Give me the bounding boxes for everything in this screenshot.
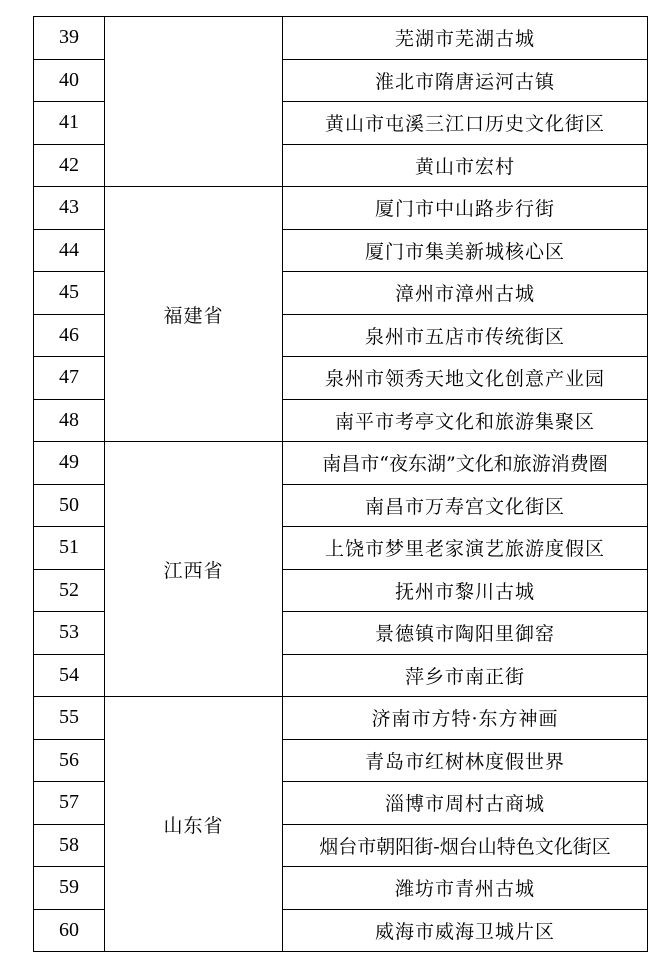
row-number-cell: 39: [34, 17, 105, 60]
row-number-cell: 42: [34, 144, 105, 187]
district-name-cell: 淮北市隋唐运河古镇: [283, 59, 648, 102]
district-name-cell: 漳州市漳州古城: [283, 272, 648, 315]
district-name-cell: 芜湖市芜湖古城: [283, 17, 648, 60]
district-name-cell: 黄山市宏村: [283, 144, 648, 187]
district-name-cell: 潍坊市青州古城: [283, 867, 648, 910]
district-name-cell: 淄博市周村古商城: [283, 782, 648, 825]
row-number-cell: 58: [34, 824, 105, 867]
district-name-cell: 济南市方特·东方神画: [283, 697, 648, 740]
row-number-cell: 51: [34, 527, 105, 570]
table-row: [34, 17, 648, 60]
table-row: [34, 442, 648, 485]
district-name-cell: 厦门市集美新城核心区: [283, 229, 648, 272]
row-number-cell: 59: [34, 867, 105, 910]
row-number-cell: 47: [34, 357, 105, 400]
row-number-cell: 53: [34, 612, 105, 655]
row-number-cell: 40: [34, 59, 105, 102]
province-cell: 福建省: [105, 187, 283, 442]
district-name-cell: 泉州市领秀天地文化创意产业园: [283, 357, 648, 400]
row-number-cell: 60: [34, 909, 105, 952]
row-number-cell: 41: [34, 102, 105, 145]
district-name-cell: 南昌市“夜东湖”文化和旅游消费圈: [283, 442, 648, 485]
district-name-cell: 景德镇市陶阳里御窑: [283, 612, 648, 655]
row-number-cell: 43: [34, 187, 105, 230]
row-number-cell: 50: [34, 484, 105, 527]
row-number-cell: 45: [34, 272, 105, 315]
row-number-cell: 56: [34, 739, 105, 782]
district-name-cell: 萍乡市南正街: [283, 654, 648, 697]
district-name-cell: 黄山市屯溪三江口历史文化街区: [283, 102, 648, 145]
listing-table: [33, 16, 648, 952]
district-name-cell: 南平市考亭文化和旅游集聚区: [283, 399, 648, 442]
row-number-cell: 44: [34, 229, 105, 272]
province-cell: [105, 17, 283, 187]
district-name-cell: 泉州市五店市传统街区: [283, 314, 648, 357]
province-cell: 江西省: [105, 442, 283, 697]
district-name-cell: 威海市威海卫城片区: [283, 909, 648, 952]
table-body: [34, 17, 648, 952]
row-number-cell: 46: [34, 314, 105, 357]
province-cell: 山东省: [105, 697, 283, 952]
table-row: [34, 187, 648, 230]
district-name-cell: 抚州市黎川古城: [283, 569, 648, 612]
district-name-cell: 南昌市万寿宫文化街区: [283, 484, 648, 527]
row-number-cell: 48: [34, 399, 105, 442]
row-number-cell: 52: [34, 569, 105, 612]
district-name-cell: 青岛市红树林度假世界: [283, 739, 648, 782]
district-name-cell: 厦门市中山路步行街: [283, 187, 648, 230]
district-name-cell: 烟台市朝阳街-烟台山特色文化街区: [283, 824, 648, 867]
row-number-cell: 49: [34, 442, 105, 485]
row-number-cell: 54: [34, 654, 105, 697]
district-name-cell: 上饶市梦里老家演艺旅游度假区: [283, 527, 648, 570]
row-number-cell: 57: [34, 782, 105, 825]
row-number-cell: 55: [34, 697, 105, 740]
table-row: [34, 697, 648, 740]
